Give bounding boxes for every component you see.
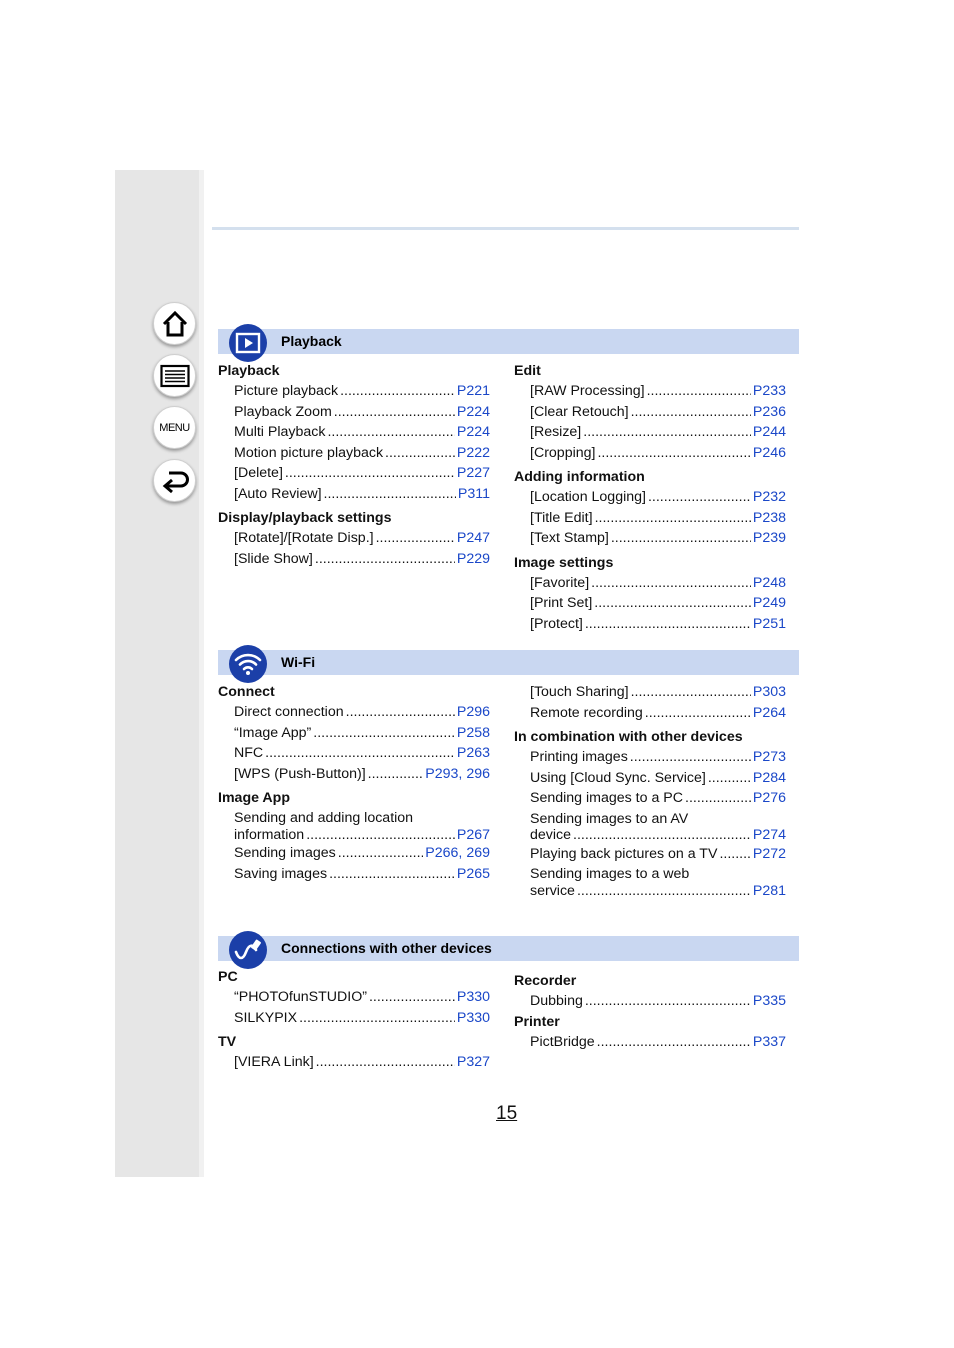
wifi-icon xyxy=(229,645,267,683)
subheading: Display/playback settings xyxy=(218,510,392,526)
subheading: Printer xyxy=(514,1013,560,1030)
page-link[interactable]: P236 xyxy=(752,403,786,420)
contents-button[interactable] xyxy=(153,354,196,397)
toc-entry[interactable]: Picture playback ..... P221 xyxy=(218,381,490,402)
toc-entry[interactable]: [Protect] ..... P251 xyxy=(514,614,786,635)
wifi-right-column xyxy=(514,682,786,899)
page-link[interactable]: P265 xyxy=(456,865,490,882)
toc-entry[interactable]: [Delete] ..... P227 xyxy=(218,463,490,484)
toc-entry[interactable]: [Favorite] ..... P248 xyxy=(514,573,786,594)
page-link[interactable]: P281 xyxy=(752,882,786,899)
return-icon xyxy=(161,468,189,494)
toc-entry[interactable]: [WPS (Push-Button)] ..... P293, 296 xyxy=(218,764,490,785)
toc-entry[interactable]: Multi Playback ..... P224 xyxy=(218,422,490,443)
toc-entry[interactable]: Dubbing ..... P335 xyxy=(514,991,786,1012)
page-link[interactable]: P337 xyxy=(752,1033,786,1050)
page-link[interactable]: P293, 296 xyxy=(425,765,490,782)
page-link[interactable]: P246 xyxy=(752,444,786,461)
page-link[interactable]: P239 xyxy=(752,530,786,546)
page-link[interactable]: P232 xyxy=(752,489,786,505)
page-link[interactable]: P330 xyxy=(456,989,490,1005)
toc-entry[interactable]: Playback Zoom ..... P224 xyxy=(218,402,490,423)
toc-entry[interactable]: [Text Stamp] ..... P239 xyxy=(514,528,786,549)
page-link[interactable]: P221 xyxy=(456,383,490,399)
subheading: Recorder xyxy=(514,973,577,989)
toc-entry[interactable]: [RAW Processing] ..... P233 xyxy=(514,381,786,402)
home-button[interactable] xyxy=(153,302,196,345)
toc-entry[interactable]: Remote recording ..... P264 xyxy=(514,703,786,724)
subheading: Adding information xyxy=(514,469,645,485)
sidebar-edge xyxy=(199,170,204,1177)
section-title: Playback xyxy=(281,333,342,349)
page-link[interactable]: P284 xyxy=(752,769,786,786)
toc-entry[interactable]: NFC ..... P263 xyxy=(218,743,490,764)
toc-entry[interactable]: [Cropping] ..... P246 xyxy=(514,443,786,464)
back-button[interactable] xyxy=(153,459,196,502)
page-link[interactable]: P266, 269 xyxy=(425,845,490,861)
toc-entry[interactable]: Saving images ..... P265 xyxy=(218,864,490,885)
toc-entry[interactable]: “PHOTOfunSTUDIO” ..... P330 xyxy=(218,987,490,1008)
menu-button[interactable] xyxy=(153,406,196,449)
page-link[interactable]: P330 xyxy=(456,1009,490,1026)
page-link[interactable]: P251 xyxy=(752,615,786,632)
toc-entry[interactable]: Using [Cloud Sync. Service] ..... P284 xyxy=(514,768,786,789)
page-link[interactable]: P311 xyxy=(457,485,490,502)
home-icon xyxy=(161,310,189,338)
toc-entry[interactable]: [Rotate]/[Rotate Disp.] ..... P247 xyxy=(218,528,490,549)
page-link[interactable]: P296 xyxy=(456,704,490,720)
playback-icon xyxy=(229,324,267,362)
page-link[interactable]: P267 xyxy=(456,826,490,843)
subheading: In combination with other devices xyxy=(514,729,743,745)
page-link[interactable]: P264 xyxy=(752,704,786,721)
page-number: 15 xyxy=(496,1103,518,1124)
toc-entry[interactable]: PictBridge ..... P337 xyxy=(514,1032,786,1053)
page-link[interactable]: P248 xyxy=(752,574,786,591)
connection-icon xyxy=(229,931,267,969)
page-link[interactable]: P276 xyxy=(752,790,786,806)
toc-entry[interactable]: Sending images to a web service ..... P281 xyxy=(514,866,786,899)
wifi-left-column xyxy=(218,682,490,884)
page-link[interactable]: P244 xyxy=(752,424,786,440)
page-link[interactable]: P273 xyxy=(752,749,786,765)
page-link[interactable]: P233 xyxy=(752,383,786,399)
page-link[interactable]: P229 xyxy=(456,550,490,567)
subheading: Connect xyxy=(218,684,275,700)
section-band-connections xyxy=(218,936,799,961)
page-link[interactable]: P224 xyxy=(456,424,490,440)
toc-entry[interactable]: Motion picture playback ..... P222 xyxy=(218,443,490,464)
subheading: TV xyxy=(218,1034,237,1050)
toc-entry[interactable]: [Clear Retouch] ..... P236 xyxy=(514,402,786,423)
connections-right-column xyxy=(514,971,786,1052)
subheading: Edit xyxy=(514,363,541,379)
toc-entry[interactable]: Sending images ..... P266, 269 xyxy=(218,843,490,864)
section-band-playback xyxy=(218,329,799,354)
page-link[interactable]: P249 xyxy=(752,595,786,611)
toc-entry[interactable]: [VIERA Link] ..... P327 xyxy=(218,1052,490,1073)
toc-entry[interactable]: [Auto Review] ..... P311 xyxy=(218,484,490,505)
toc-entry[interactable]: Playing back pictures on a TV ..... P272 xyxy=(514,844,786,865)
toc-entry[interactable]: “Image App” ..... P258 xyxy=(218,723,490,744)
page-link[interactable]: P227 xyxy=(456,465,490,481)
toc-entry[interactable]: [Print Set] ..... P249 xyxy=(514,593,786,614)
toc-entry[interactable]: [Touch Sharing] ..... P303 xyxy=(514,682,786,703)
page-link[interactable]: P274 xyxy=(752,827,786,843)
subheading: Image App xyxy=(218,790,290,806)
header-rule xyxy=(212,227,799,230)
page-link[interactable]: P263 xyxy=(456,745,490,761)
page-link[interactable]: P224 xyxy=(456,403,490,420)
subheading: PC xyxy=(218,969,238,985)
toc-entry[interactable]: Printing images ..... P273 xyxy=(514,747,786,768)
section-title: Wi-Fi xyxy=(281,654,316,670)
page-link[interactable]: P272 xyxy=(752,845,786,862)
toc-entry[interactable]: [Slide Show] ..... P229 xyxy=(218,549,490,570)
toc-entry[interactable]: [Location Logging] ..... P232 xyxy=(514,487,786,508)
page-link[interactable]: P303 xyxy=(752,684,786,700)
toc-entry[interactable]: SILKYPIX ..... P330 xyxy=(218,1008,490,1029)
playback-right-column xyxy=(514,361,786,634)
page-link[interactable]: P258 xyxy=(456,724,490,741)
page-link[interactable]: P335 xyxy=(752,993,786,1009)
section-title: Connections with other devices xyxy=(281,940,492,956)
page-link[interactable]: P238 xyxy=(752,509,786,526)
toc-entry[interactable]: [Title Edit] ..... P238 xyxy=(514,508,786,529)
toc-entry[interactable]: Sending images to an AV device ..... P274 xyxy=(514,811,786,844)
page-link[interactable]: P222 xyxy=(456,444,490,461)
menu-label: MENU xyxy=(159,421,190,434)
section-band-wifi xyxy=(218,650,799,675)
page-link[interactable]: P247 xyxy=(456,530,490,546)
page-link[interactable]: P327 xyxy=(456,1054,490,1070)
subheading: Playback xyxy=(218,363,280,379)
toc-entry[interactable]: [Resize] ..... P244 xyxy=(514,422,786,443)
list-icon xyxy=(160,364,190,388)
toc-entry[interactable]: Direct connection ..... P296 xyxy=(218,702,490,723)
connections-left-column xyxy=(218,967,490,1073)
toc-entry[interactable]: Sending images to a PC ..... P276 xyxy=(514,788,786,809)
subheading: Image settings xyxy=(514,554,614,571)
toc-entry[interactable]: Sending and adding location information ..... P267 xyxy=(218,810,490,843)
playback-left-column xyxy=(218,361,490,569)
